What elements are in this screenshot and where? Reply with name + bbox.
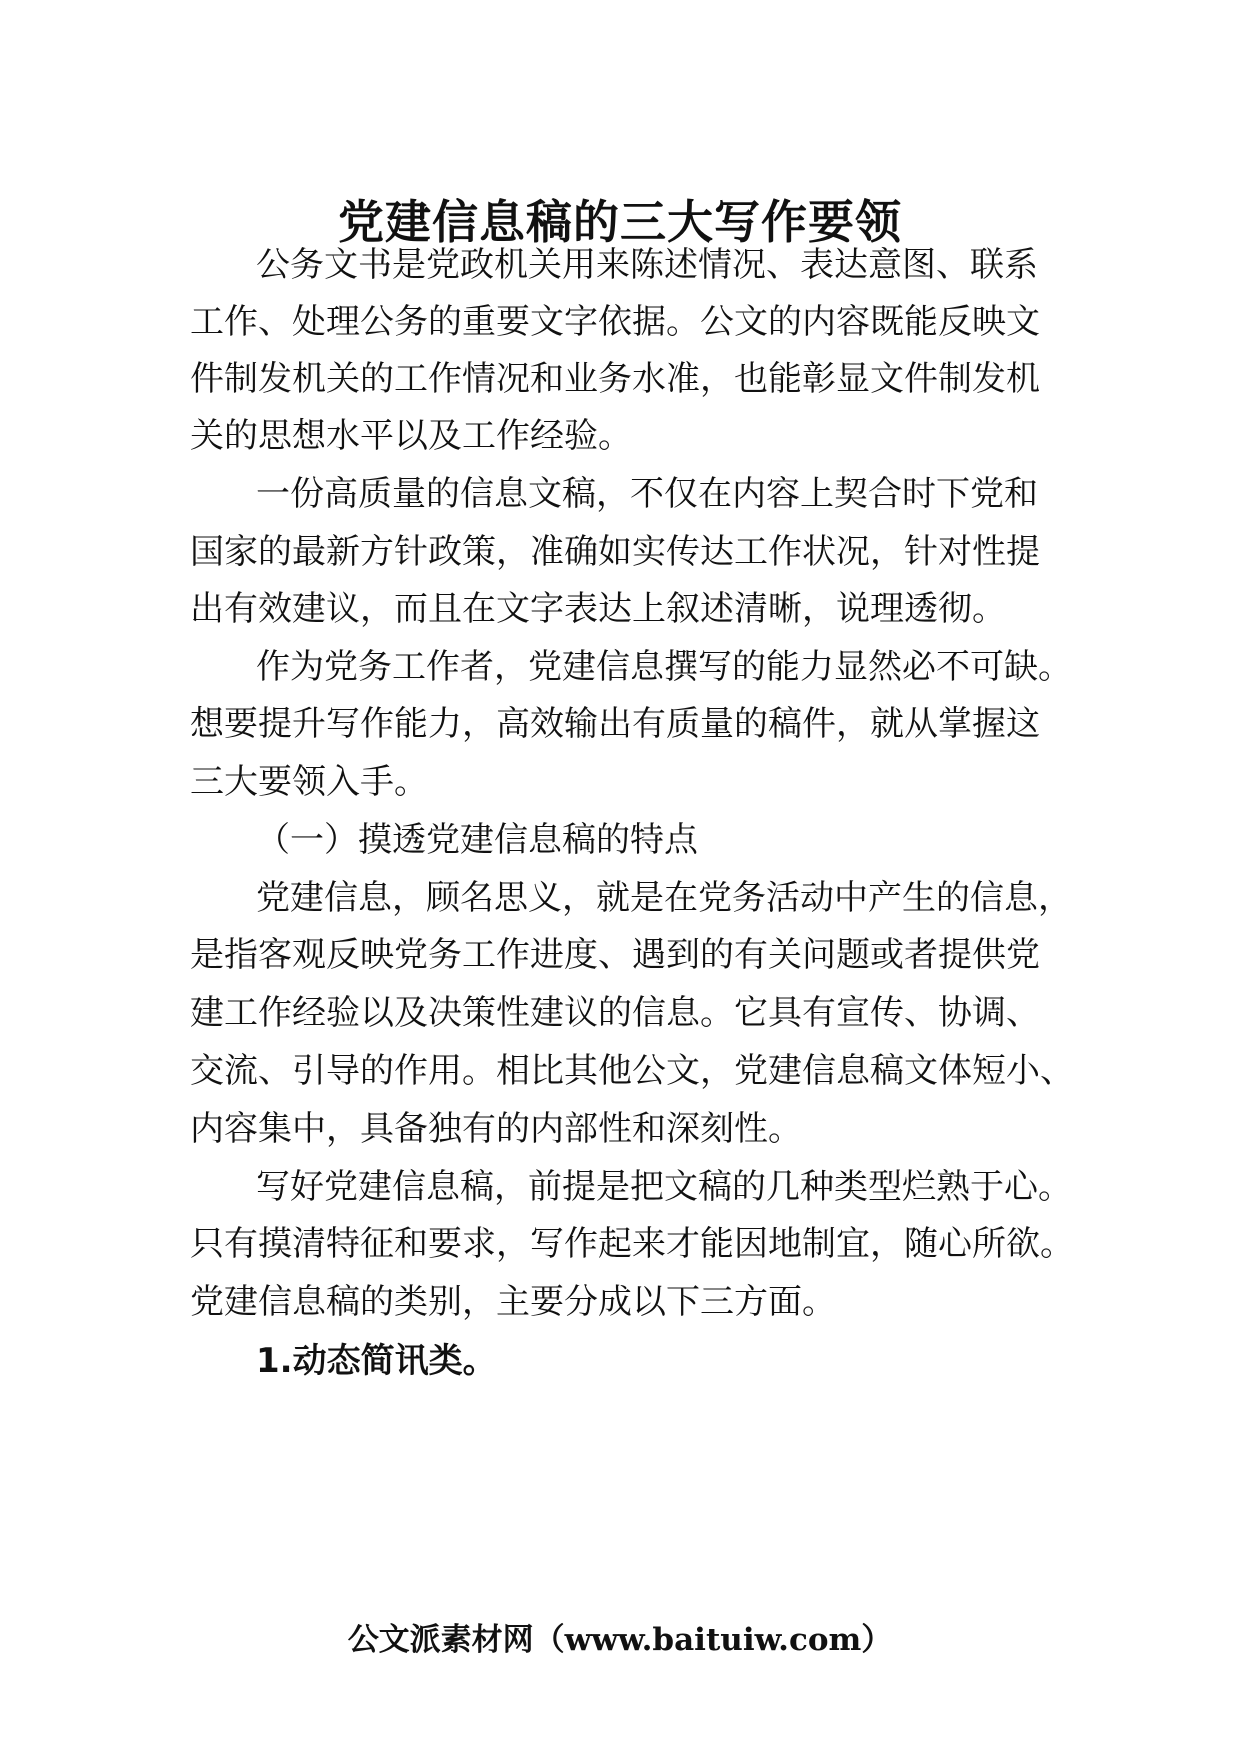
text-line: 工作、处理公务的重要文字依据。公文的内容既能反映文 [190, 302, 1040, 342]
text-line: 三大要领入手。 [190, 762, 428, 802]
text-line: 建工作经验以及决策性建议的信息。它具有宣传、协调、 [190, 993, 1040, 1033]
text-line: 关的思想水平以及工作经验。 [190, 416, 632, 456]
text-line: 出有效建议，而且在文字表达上叙述清晰，说理透彻。 [190, 589, 1006, 629]
subsection-heading: 1.动态简讯类。 [256, 1341, 497, 1381]
section-heading: （一）摸透党建信息稿的特点 [256, 820, 698, 860]
text-line: 党建信息稿的类别，主要分成以下三方面。 [190, 1282, 836, 1322]
text-line: 作为党务工作者，党建信息撰写的能力显然必不可缺。 [256, 647, 1072, 687]
text-line: 党建信息，顾名思义，就是在党务活动中产生的信息， [256, 878, 1072, 918]
text-line: 国家的最新方针政策，准确如实传达工作状况，针对性提 [190, 532, 1040, 572]
text-line: 写好党建信息稿，前提是把文稿的几种类型烂熟于心。 [256, 1167, 1072, 1207]
text-line: 交流、引导的作用。相比其他公文，党建信息稿文体短小、 [190, 1051, 1074, 1091]
text-line: 是指客观反映党务工作进度、遇到的有关问题或者提供党 [190, 935, 1040, 975]
text-line: 公务文书是党政机关用来陈述情况、表达意图、联系 [256, 245, 1038, 285]
text-line: 想要提升写作能力，高效输出有质量的稿件，就从掌握这 [190, 704, 1040, 744]
text-line: 一份高质量的信息文稿，不仅在内容上契合时下党和 [256, 474, 1038, 514]
footer-source: 公文派素材网（www.baituiw.com） [347, 1622, 893, 1658]
text-line: 内容集中，具备独有的内部性和深刻性。 [190, 1109, 802, 1149]
text-line: 件制发机关的工作情况和业务水准，也能彰显文件制发机 [190, 359, 1040, 399]
text-line: 只有摸清特征和要求，写作起来才能因地制宜，随心所欲。 [190, 1224, 1074, 1264]
document-title: 党建信息稿的三大写作要领 [338, 195, 902, 249]
